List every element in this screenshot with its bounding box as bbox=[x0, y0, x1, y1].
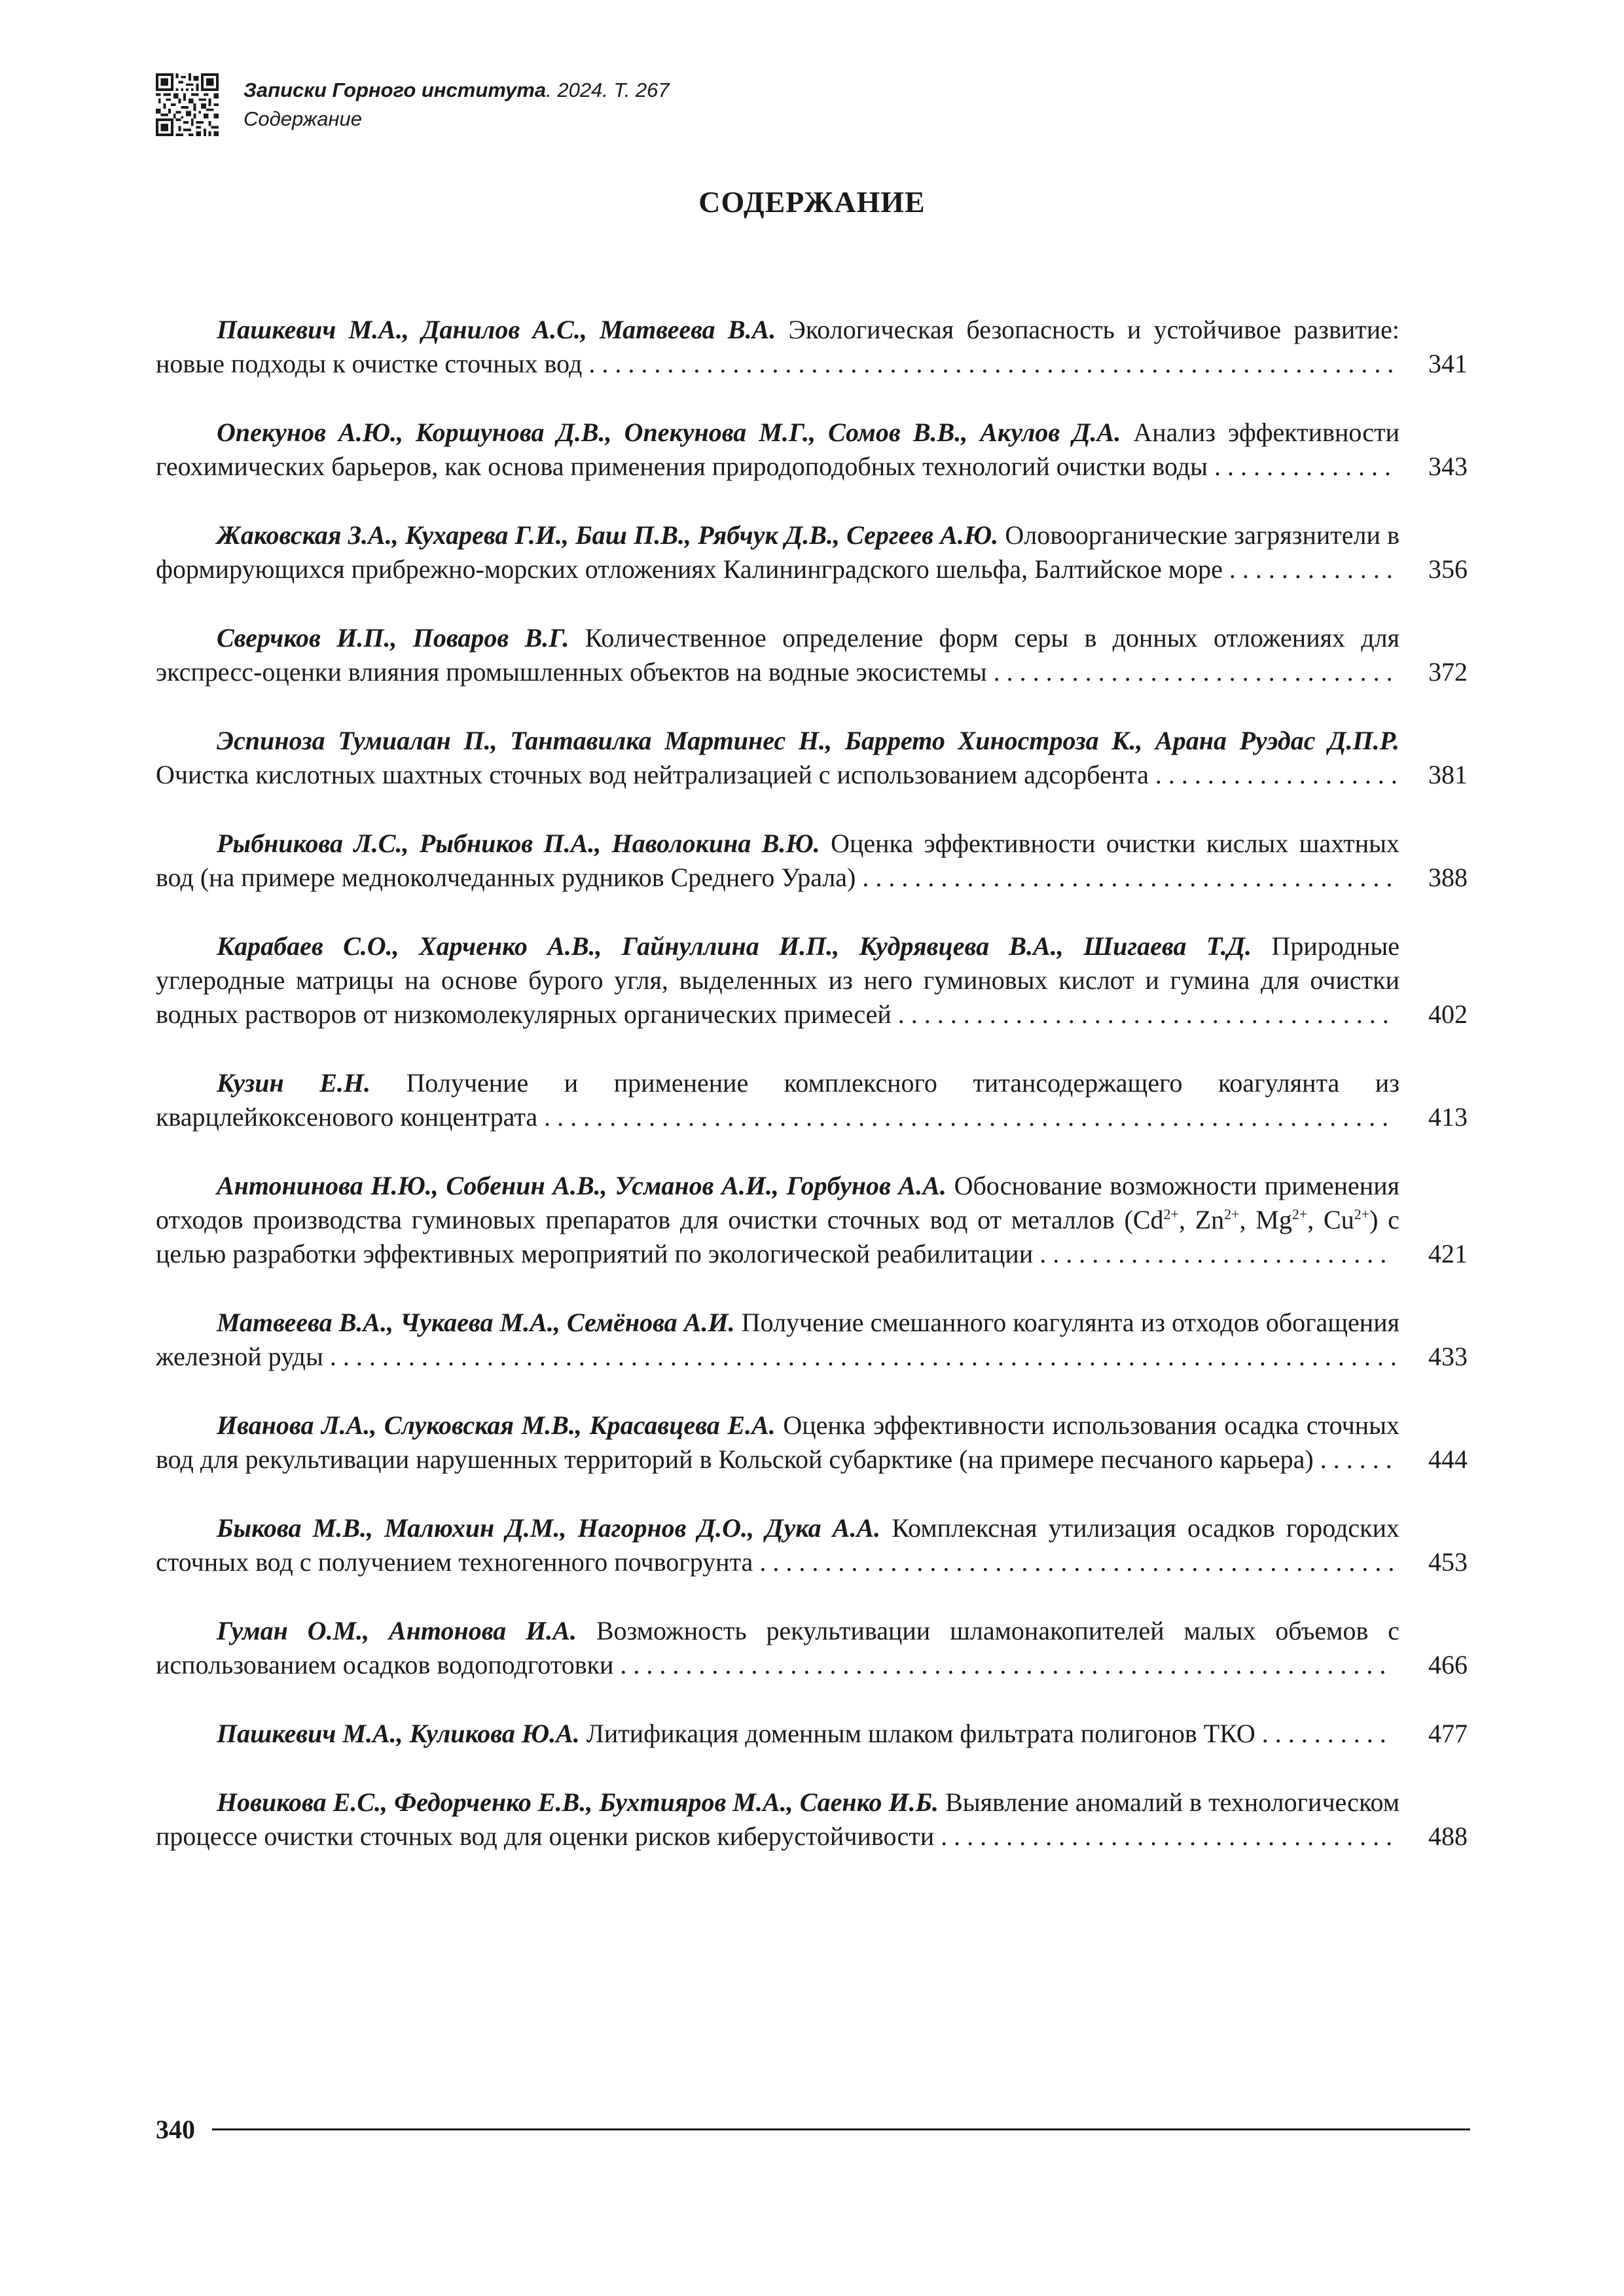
toc-entry[interactable] bbox=[156, 1614, 1468, 1682]
toc-entry[interactable] bbox=[156, 1717, 1468, 1751]
toc-entry-page: 341 bbox=[1428, 349, 1468, 378]
toc-entry-page: 381 bbox=[1428, 760, 1468, 789]
page-footer bbox=[156, 2114, 1470, 2145]
toc-entry-authors: Антонинова Н.Ю., Собенин А.В., Усманов А.И., Горбунов А.А. bbox=[217, 1171, 947, 1200]
toc-entry-title: Выявление аномалий в технологическом процессе очистки сточных вод для оценки рисков киберустойчивости bbox=[156, 1787, 1400, 1851]
toc-entry[interactable] bbox=[156, 1066, 1468, 1134]
dot-leader: . . . . . . . . . . . . . . . . . . . . . . . . . . . . . . . . . . . . . . . . . . . . . . . . . . . . . . . . . . . . . . . . . bbox=[544, 1102, 1389, 1132]
toc-entry[interactable] bbox=[156, 518, 1468, 586]
toc-entry-text bbox=[156, 1785, 1399, 1854]
toc-entry-page: 413 bbox=[1428, 1102, 1468, 1132]
toc-entry[interactable] bbox=[156, 1306, 1468, 1374]
toc-entry-page: 466 bbox=[1428, 1650, 1468, 1679]
dot-leader: . . . . . . . . . . . . . . . . . . . . . . . . . . . . . . . . . . . . . . . . . . . . . . . . . bbox=[759, 1547, 1395, 1577]
page-number: 340 bbox=[156, 2115, 195, 2144]
dot-leader: . . . . . . . . . . . . . . . . . . . . . . . . . . . . . . . bbox=[993, 657, 1393, 687]
toc-entry-authors: Гуман О.М., Антонова И.А. bbox=[217, 1616, 577, 1645]
toc-entry-title: Экологическая безопасность и устойчивое развитие: новые подходы к очистке сточных вод bbox=[156, 315, 1399, 378]
toc-entry-title: Оценка эффективности очистки кислых шахтных вод (на примере медноколчеданных рудников Среднего Урала) bbox=[156, 829, 1399, 892]
ion-list: ($Cd^{2+}$, $Zn^{2+}$, $Mg^{2+}$, $Cu^{2+}$) bbox=[1124, 1205, 1379, 1234]
toc-entry[interactable] bbox=[156, 621, 1468, 689]
dot-leader: . . . . . . . . . . . . . . . . . . . bbox=[1155, 760, 1398, 789]
dot-leader: . . . . . . . . . . . . . . bbox=[1214, 452, 1392, 481]
toc-entry-page: 453 bbox=[1428, 1547, 1468, 1577]
toc-entry-authors: Эспиноза Тумиалан П., Тантавилка Мартинес Н., Баррето Хиностроза К., Арана Руэдас Д.П.Р. bbox=[217, 726, 1399, 755]
toc-entry-authors: Новикова Е.С., Федорченко Е.В., Бухтияров М.А., Саенко И.Б. bbox=[217, 1787, 939, 1817]
toc-entry-title: Оценка эффективности использования осадка сточных вод для рекультивации нарушенных территорий в Кольской субарктике (на примере песчаного карьера) bbox=[156, 1410, 1399, 1474]
dot-leader: . . . . . . . . . . . . . . . . . . . . . . . . . . . . . . . . . . . . . . . . . bbox=[862, 863, 1393, 892]
ion-cu: Cu bbox=[1324, 1205, 1354, 1234]
header-text bbox=[244, 73, 670, 134]
dot-leader: . . . . . . . . . . . . . . . . . . . . . . . . . . . . . . . . . . . . . . bbox=[897, 999, 1389, 1029]
toc-entry-page: 433 bbox=[1428, 1342, 1468, 1371]
ion-charge: 2+ bbox=[1291, 1206, 1308, 1223]
ion-mg: Mg bbox=[1255, 1205, 1292, 1234]
toc-entry-text bbox=[156, 518, 1399, 586]
toc-entry-page: 444 bbox=[1428, 1444, 1468, 1474]
toc-entry-authors: Сверчков И.П., Поваров В.Г. bbox=[217, 623, 569, 653]
toc-entry-page: 372 bbox=[1428, 657, 1468, 687]
table-of-contents bbox=[156, 313, 1468, 1888]
ion-cd: Cd bbox=[1132, 1205, 1164, 1234]
toc-entry-authors: Кузин Е.Н. bbox=[217, 1068, 370, 1098]
toc-entry-page: 402 bbox=[1428, 999, 1468, 1029]
dot-leader: . . . . . . bbox=[1320, 1444, 1392, 1474]
ion-charge: 2+ bbox=[1224, 1206, 1240, 1223]
dot-leader: . . . . . . . . . . . . . . . . . . . . . . . . . . . . . . . . . . . bbox=[941, 1821, 1393, 1851]
toc-entry-text bbox=[156, 929, 1399, 1031]
toc-entry[interactable] bbox=[156, 929, 1468, 1031]
toc-entry-title: Количественное определение форм серы в донных отложениях для экспресс-оценки влияния промышленных объектов на водные экосистемы bbox=[156, 623, 1399, 687]
toc-entry[interactable] bbox=[156, 1511, 1468, 1579]
toc-entry[interactable] bbox=[156, 724, 1468, 792]
toc-entry-page: 477 bbox=[1428, 1719, 1468, 1748]
toc-entry-text bbox=[156, 1066, 1399, 1134]
journal-citation bbox=[244, 76, 670, 105]
dot-leader: . . . . . . . . . . . . . . . . . . . . . . . . . . . bbox=[1039, 1239, 1387, 1268]
toc-entry-text bbox=[156, 416, 1399, 484]
toc-entry-page: 421 bbox=[1428, 1239, 1468, 1268]
toc-entry-text bbox=[156, 1169, 1399, 1271]
toc-entry-text bbox=[156, 1511, 1399, 1579]
ion-zn: Zn bbox=[1195, 1205, 1225, 1234]
toc-entry-title: Обоснование возможности применения отходов производства гуминовых препаратов для очистки сточных вод от металлов bbox=[156, 1171, 1399, 1234]
toc-entry-text bbox=[156, 621, 1399, 689]
journal-meta: . 2024. Т. 267 bbox=[546, 79, 670, 101]
section-label: Содержание bbox=[244, 107, 363, 130]
toc-entry-title: Получение и применение комплексного титансодержащего коагулянта из кварцлейкоксенового концентрата bbox=[156, 1068, 1399, 1132]
toc-entry[interactable] bbox=[156, 416, 1468, 484]
toc-entry-text bbox=[156, 313, 1399, 381]
toc-entry[interactable] bbox=[156, 1408, 1468, 1477]
toc-entry-page: 488 bbox=[1428, 1821, 1468, 1851]
page-header bbox=[156, 73, 670, 136]
toc-entry-authors: Пашкевич М.А., Куликова Ю.А. bbox=[217, 1719, 580, 1748]
toc-entry[interactable] bbox=[156, 1169, 1468, 1271]
ion-charge: 2+ bbox=[1354, 1206, 1370, 1223]
toc-entry-text bbox=[156, 1614, 1399, 1682]
ion-charge: 2+ bbox=[1163, 1206, 1179, 1223]
toc-entry-title: Комплексная утилизация осадков городских сточных вод с получением техногенного почвогрунта bbox=[156, 1513, 1400, 1577]
dot-leader: . . . . . . . . . . . . . . . . . . . . . . . . . . . . . . . . . . . . . . . . . . . . . . . . . . . . . . . . . . . . . . . . . . . . . . . . . . . . . . . . . . bbox=[329, 1342, 1397, 1371]
toc-entry-authors: Матвеева В.А., Чукаева М.А., Семёнова А.И. bbox=[217, 1308, 735, 1337]
toc-entry-authors: Быкова М.В., Малюхин Д.М., Нагорнов Д.О., Дука А.А. bbox=[217, 1513, 881, 1543]
toc-entry-title-tail: с целью разработки эффективных мероприятий по экологической реабилитации bbox=[156, 1205, 1399, 1268]
toc-entry-page: 388 bbox=[1428, 863, 1468, 892]
dot-leader: . . . . . . . . . . . . . . . . . . . . . . . . . . . . . . . . . . . . . . . . . . . . . . . . . . . . . . . . . . . . . . bbox=[588, 349, 1394, 378]
dot-leader: . . . . . . . . . . . . . bbox=[1229, 554, 1393, 584]
toc-entry[interactable] bbox=[156, 1785, 1468, 1854]
toc-entry[interactable] bbox=[156, 313, 1468, 381]
toc-entry[interactable] bbox=[156, 827, 1468, 895]
journal-name: Записки Горного института bbox=[244, 79, 547, 101]
page-title: СОДЕРЖАНИЕ bbox=[698, 185, 926, 219]
toc-entry-text bbox=[156, 1717, 1399, 1751]
qr-code-icon bbox=[156, 73, 219, 136]
toc-entry-authors: Жаковская З.А., Кухарева Г.И., Баш П.В., Рябчук Д.В., Сергеев А.Ю. bbox=[217, 520, 999, 550]
toc-entry-text bbox=[156, 724, 1399, 792]
toc-entry-title: Возможность рекультивации шламонакопителей малых объемов с использованием осадков водоподготовки bbox=[156, 1616, 1399, 1679]
toc-entry-title: Природные углеродные матрицы на основе бурого угля, выделенных из него гуминовых кислот и гумина для очистки водных растворов от низкомолекулярных органических примесей bbox=[156, 931, 1400, 1029]
toc-entry-text bbox=[156, 1408, 1399, 1477]
toc-entry-page: 343 bbox=[1428, 452, 1468, 481]
toc-entry-text bbox=[156, 827, 1399, 895]
toc-entry-title: Литификация доменным шлаком фильтрата полигонов ТКО bbox=[586, 1719, 1255, 1748]
toc-entry-authors: Рыбникова Л.С., Рыбников П.А., Наволокина В.Ю. bbox=[217, 829, 820, 858]
toc-entry-title: Очистка кислотных шахтных сточных вод нейтрализацией с использованием адсорбента bbox=[156, 760, 1149, 789]
toc-entry-title: Получение смешанного коагулянта из отходов обогащения железной руды bbox=[156, 1308, 1400, 1371]
toc-entry-title: Анализ эффективности геохимических барьеров, как основа применения природоподобных технологий очистки воды bbox=[156, 418, 1399, 481]
toc-entry-authors: Пашкевич М.А., Данилов А.С., Матвеева В.А. bbox=[217, 315, 776, 344]
dot-leader: . . . . . . . . . . bbox=[1261, 1719, 1386, 1748]
toc-entry-authors: Карабаев С.О., Харченко А.В., Гайнуллина И.П., Кудрявцева В.А., Шигаева Т.Д. bbox=[217, 931, 1252, 961]
toc-entry-authors: Опекунов А.Ю., Коршунова Д.В., Опекунова М.Г., Сомов В.В., Акулов Д.А. bbox=[217, 418, 1121, 447]
footer-rule bbox=[212, 2128, 1470, 2130]
toc-entry-text bbox=[156, 1306, 1399, 1374]
dot-leader: . . . . . . . . . . . . . . . . . . . . . . . . . . . . . . . . . . . . . . . . . . . . . . . . . . . . . . . . . . . bbox=[620, 1650, 1386, 1679]
toc-entry-title: Оловоорганические загрязнители в формирующихся прибрежно-морских отложениях Калининградского шельфа, Балтийское море bbox=[156, 520, 1400, 584]
toc-entry-page: 356 bbox=[1428, 554, 1468, 584]
toc-entry-authors: Иванова Л.А., Слуковская М.В., Красавцева Е.А. bbox=[217, 1410, 776, 1440]
